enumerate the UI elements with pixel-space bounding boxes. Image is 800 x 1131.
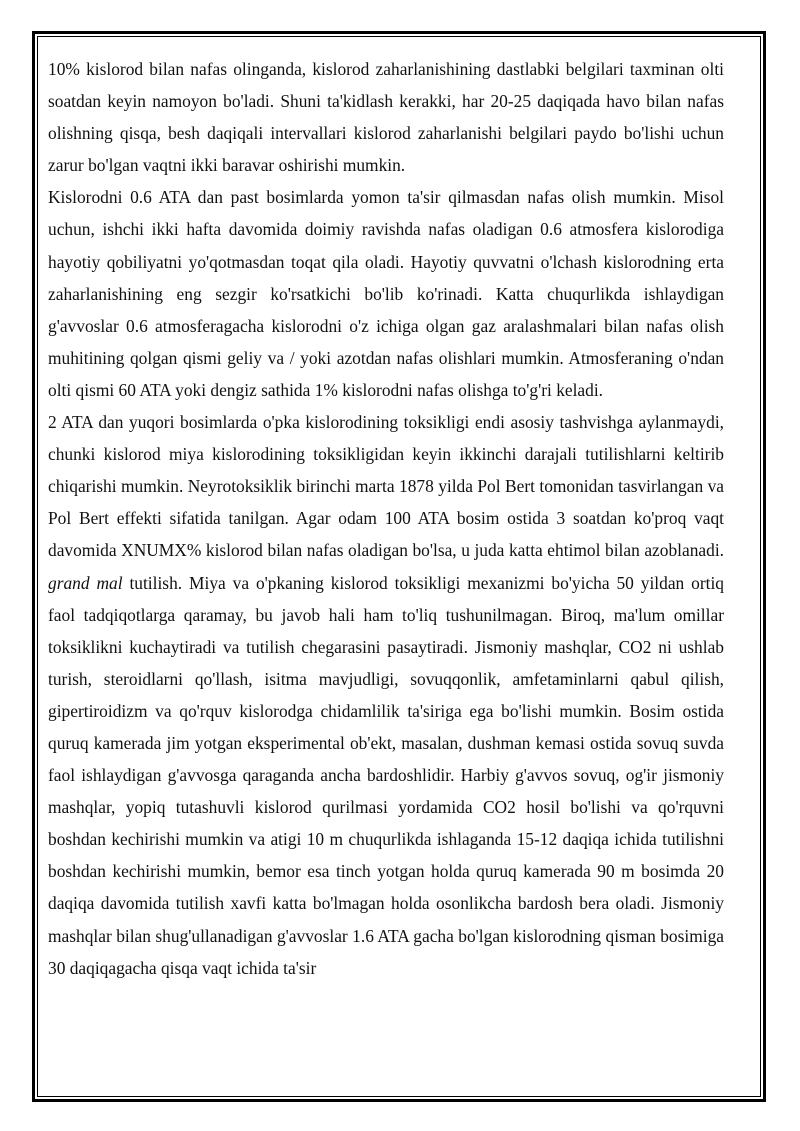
paragraph-3 (48, 406, 724, 984)
paragraph-3-after: tutilish. Miya va o'pkaning kislorod toksikligi mexanizmi bo'yicha 50 yildan ortiq faol tadqiqotlarga qaramay, bu javob hali ham to'liq tushunilmagan. Biroq, ma'lum omillar toksiklikni kuchaytiradi va tutilish chegarasini pasaytiradi. Jismoniy mashqlar, CO2 ni ushlab turish, steroidlarni qo'llash, isitma mavjudligi, sovuqqonlik, amfetaminlarni qabul qilish, gipertiroidizm va qo'rquv kislorodga chidamlilik ta'siriga ega bo'lishi mumkin. Bosim ostida quruq kamerada jim yotgan eksperimental ob'ekt, masalan, dushman kemasi ostida sovuq suvda faol ishlaydigan g'avvosga qaraganda ancha bardoshlidir. Harbiy g'avvos sovuq, og'ir jismoniy mashqlar, yopiq tutashuvli kislorod qurilmasi yordamida CO2 hosil bo'lishi va qo'rquvni boshdan kechirishi mumkin va atigi 10 m chuqurlikda ishlaganda 15-12 daqiqa ichida tutilishni boshdan kechirishi mumkin, bemor esa tinch yotgan holda quruq kamerada 90 m bosimda 20 daqiqa davomida tutilish xavfi katta bo'lmagan holda osonlikcha bardosh bera oladi. Jismoniy mashqlar bilan shug'ullanadigan g'avvoslar 1.6 ATA gacha bo'lgan kislorodning qisman bosimiga 30 daqiqagacha qisqa vaqt ichida ta'sir (48, 572, 724, 978)
paragraph-1: 10% kislorod bilan nafas olinganda, kislorod zaharlanishining dastlabki belgilari taxminan olti soatdan keyin namoyon bo'ladi. Shuni ta'kidlash kerakki, har 20-25 daqiqada havo bilan nafas olishning qisqa, besh daqiqali intervallari kislorod zaharlanishi belgilari paydo bo'lishi uchun zarur bo'lgan vaqtni ikki baravar oshirishi mumkin. (48, 59, 724, 176)
document-body (48, 53, 724, 984)
paragraph-2: Kislorodni 0.6 ATA dan past bosimlarda yomon ta'sir qilmasdan nafas olish mumkin. Misol uchun, ishchi ikki hafta davomida doimiy ravishda nafas oladigan 0.6 atmosfera kislorodiga hayotiy qobiliyatni yo'qotmasdan toqat qila oladi. Hayotiy quvvatni o'lchash kislorodning erta zaharlanishining eng sezgir ko'rsatkichi bo'lib ko'rinadi. Katta chuqurlikda ishlaydigan g'avvoslar 0.6 atmosferagacha kislorodni o'z ichiga olgan gaz aralashmalari bilan nafas olish muhitining qolgan qismi geliy va / yoki azotdan nafas olishlari mumkin. Atmosferaning o'ndan olti qismi 60 ATA yoki dengiz sathida 1% kislorodni nafas olishga to'g'ri keladi. (48, 187, 724, 400)
paragraph-3-italic-term: grand mal (48, 572, 123, 593)
paragraph-3-before: 2 ATA dan yuqori bosimlarda o'pka kislorodining toksikligi endi asosiy tashvishga aylanmaydi, chunki kislorod miya kislorodining toksikligidan keyin ikkinchi darajali tutilishlarni keltirib chiqarishi mumkin. Neyrotoksiklik birinchi marta 1878 yilda Pol Bert tomonidan tasvirlangan va Pol Bert effekti sifatida tanilgan. Agar odam 100 ATA bosim ostida 3 soatdan ko'proq vaqt davomida XNUMX% kislorod bilan nafas oladigan bo'lsa, u juda katta ehtimol bilan azoblanadi. (48, 412, 724, 561)
